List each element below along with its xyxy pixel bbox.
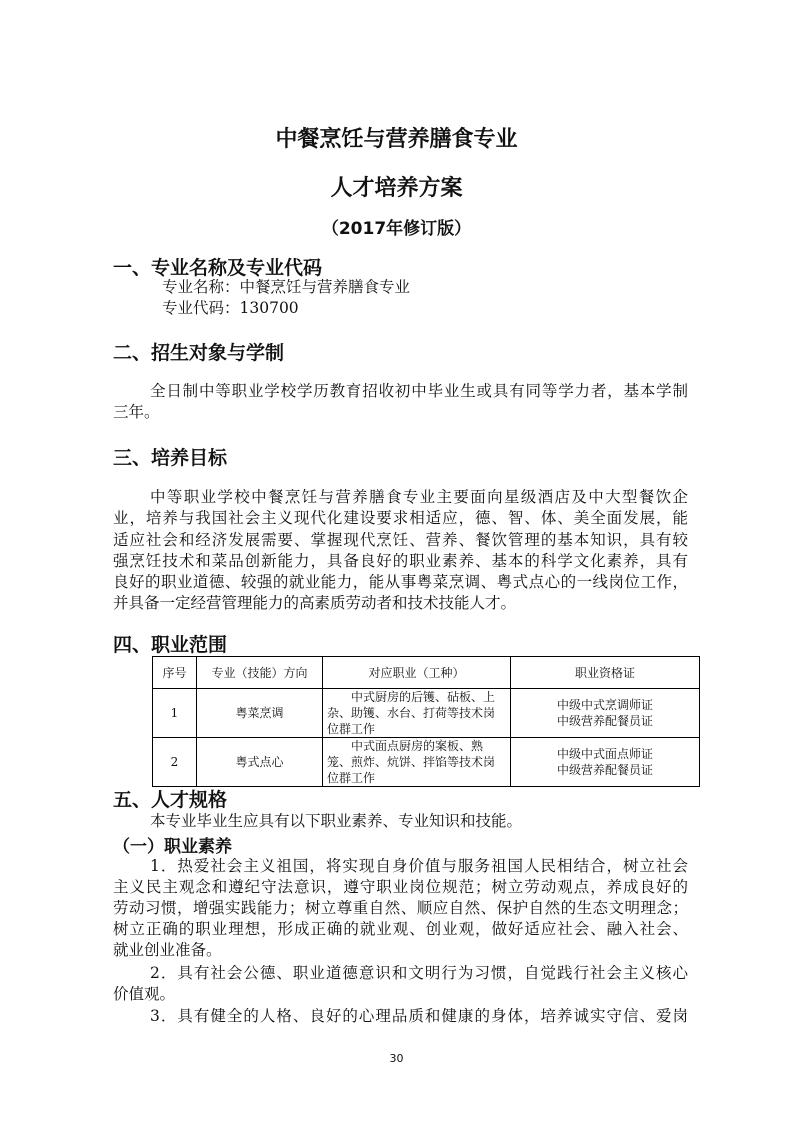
para-line: 强烹饪技术和菜品创新能力，具备良好的职业素养、基本的科学文化素养，具有 bbox=[113, 552, 688, 570]
col-header: 序号 bbox=[153, 657, 197, 689]
job-line: 杂、助镬、水台、打荷等技术岗 bbox=[327, 706, 496, 720]
heading-4: 四、职业范围 bbox=[113, 634, 228, 656]
title-line1: 中餐烹饪与营养膳食专业 bbox=[275, 127, 518, 152]
col-header: 职业资格证 bbox=[511, 657, 700, 689]
para-line: 本专业毕业生应具有以下职业素养、专业知识和技能。 bbox=[150, 812, 523, 830]
para-line: 全日制中等职业学校学历教育招收初中毕业生或具有同等学力者，基本学制 bbox=[150, 382, 688, 400]
job-line: 位群工作 bbox=[327, 722, 376, 736]
para-line: 并具备一定经营管理能力的高素质劳动者和技术技能人才。 bbox=[113, 594, 517, 612]
cell-job bbox=[323, 738, 511, 787]
career-table bbox=[152, 656, 700, 787]
cell-cert bbox=[511, 738, 700, 787]
para-line: 中等职业学校中餐烹饪与营养膳食专业主要面向星级酒店及中大型餐饮企 bbox=[150, 488, 688, 506]
title-line2: 人才培养方案 bbox=[330, 176, 463, 201]
cert-line: 中级营养配餐员证 bbox=[556, 714, 653, 728]
job-line: 笼、煎炸、炕饼、拌馅等技术岗 bbox=[327, 755, 496, 769]
para-line: 3．具有健全的人格、良好的心理品质和健康的身体，培养诚实守信、爱岗 bbox=[150, 1007, 688, 1025]
para-line: 适应社会和经济发展需要、掌握现代烹饪、营养、餐饮管理的基本知识，具有较 bbox=[113, 531, 688, 549]
cert-line: 中级中式面点师证 bbox=[556, 747, 653, 761]
page-number: 30 bbox=[389, 1052, 404, 1065]
cell-no: 2 bbox=[153, 738, 197, 787]
table-row bbox=[153, 689, 700, 738]
major-code: 专业代码：130700 bbox=[162, 299, 299, 317]
cell-job bbox=[323, 689, 511, 738]
edition: （2017年修订版） bbox=[321, 219, 472, 239]
heading-2: 二、招生对象与学制 bbox=[113, 342, 285, 364]
para-line: 业，培养与我国社会主义现代化建设要求相适应，德、智、体、美全面发展，能 bbox=[113, 509, 688, 527]
heading-5: 五、人才规格 bbox=[113, 789, 228, 811]
cert-line: 中级营养配餐员证 bbox=[556, 763, 653, 777]
cell-direction: 粤菜烹调 bbox=[197, 689, 323, 738]
job-line: 位群工作 bbox=[327, 771, 376, 785]
para-line: 主义民主观念和遵纪守法意识，遵守职业岗位规范；树立劳动观点，养成良好的 bbox=[113, 878, 688, 896]
para-line: 良好的职业道德、较强的就业能力，能从事粤菜烹调、粤式点心的一线岗位工作， bbox=[113, 573, 688, 591]
major-name: 专业名称：中餐烹饪与营养膳食专业 bbox=[162, 278, 411, 296]
para-line: 价值观。 bbox=[113, 985, 176, 1003]
para-line: 2．具有社会公德、职业道德意识和文明行为习惯，自觉践行社会主义核心 bbox=[150, 964, 688, 982]
job-line: 中式面点厨房的案板、熟 bbox=[327, 739, 484, 753]
para-line: 树立正确的职业理想，形成正确的就业观、创业观，做好适应社会、融入社会、 bbox=[113, 920, 688, 938]
cell-direction: 粤式点心 bbox=[197, 738, 323, 787]
heading-3: 三、培养目标 bbox=[113, 447, 228, 469]
table-row bbox=[153, 738, 700, 787]
table-header-row bbox=[153, 657, 700, 689]
para-line: 1．热爱社会主义祖国，将实现自身价值与服务祖国人民相结合，树立社会 bbox=[150, 857, 688, 875]
heading-1: 一、专业名称及专业代码 bbox=[113, 257, 323, 279]
subheading: （一）职业素养 bbox=[113, 837, 232, 857]
col-header: 对应职业（工种） bbox=[323, 657, 511, 689]
cert-line: 中级中式烹调师证 bbox=[556, 698, 653, 712]
col-header: 专业（技能）方向 bbox=[197, 657, 323, 689]
cell-cert bbox=[511, 689, 700, 738]
para-line: 三年。 bbox=[113, 403, 160, 421]
para-line: 劳动习惯，增强实践能力；树立尊重自然、顺应自然、保护自然的生态文明理念； bbox=[113, 899, 688, 917]
cell-no: 1 bbox=[153, 689, 197, 738]
para-line: 就业创业准备。 bbox=[113, 941, 222, 959]
job-line: 中式厨房的后镬、砧板、上 bbox=[327, 690, 496, 704]
